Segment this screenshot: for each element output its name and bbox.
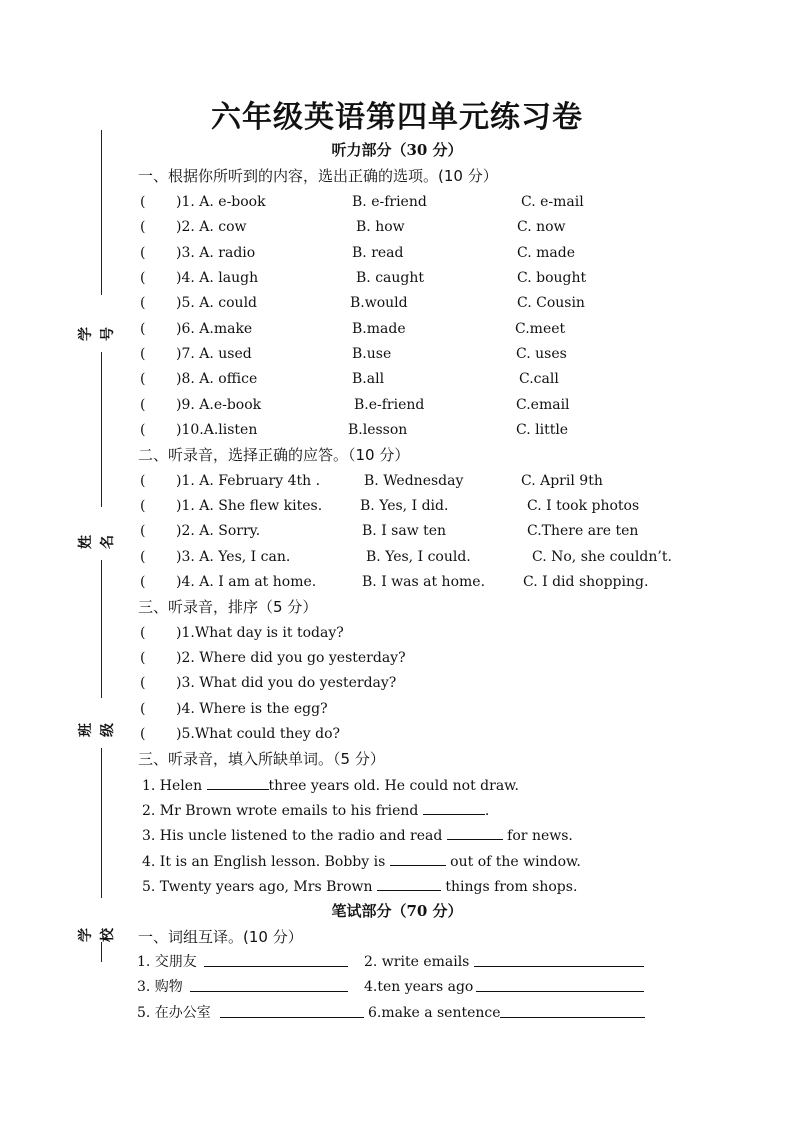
sentence: )1.What day is it today? — [176, 625, 344, 641]
answer-blank[interactable] — [500, 1003, 645, 1018]
listening-part2-heading: 二、听录音，选择正确的应答。（10 分） — [138, 446, 410, 464]
option-a: )1. A. She flew kites. — [176, 498, 323, 514]
answer-blank[interactable] — [423, 800, 485, 815]
sentence-end: out of the window. — [445, 854, 581, 870]
option-c: C. No, she couldn’t. — [532, 549, 672, 565]
option-a: )1. A. February 4th . — [176, 473, 321, 489]
option-a: )1. A. e-book — [176, 194, 266, 210]
sentence: )3. What did you do yesterday? — [176, 675, 397, 691]
option-a: )3. A. radio — [176, 245, 256, 261]
margin-label-class: 班级 — [78, 723, 116, 737]
sentence-end: . — [484, 803, 490, 819]
sentence: )5.What could they do? — [176, 726, 341, 742]
list-item — [0, 395, 794, 415]
option-b: B.would — [350, 295, 408, 311]
option-a: )10.A.listen — [176, 422, 258, 438]
fill-blank-item — [142, 851, 581, 872]
list-item — [0, 673, 794, 693]
sentence: )4. Where is the egg? — [176, 701, 328, 717]
option-a: )7. A. used — [176, 346, 252, 362]
answer-bracket[interactable]: ( — [140, 194, 146, 210]
list-item — [0, 699, 794, 719]
fill-blank-item — [142, 800, 489, 821]
written-part1-heading: 一、词组互译。(10 分） — [138, 928, 303, 946]
option-b: B.e-friend — [354, 397, 425, 413]
option-c: C.call — [519, 371, 559, 387]
list-item — [0, 319, 794, 339]
answer-bracket[interactable]: ( — [140, 574, 146, 590]
option-b: B. Yes, I did. — [360, 498, 449, 514]
fill-blank-item — [142, 876, 577, 897]
vocab-prompt: 6.make a sentence — [368, 1005, 501, 1021]
answer-blank[interactable] — [476, 977, 644, 992]
vocab-prompt: 2. write emails — [364, 954, 470, 970]
option-c: C. I took photos — [527, 498, 640, 514]
answer-blank[interactable] — [190, 977, 348, 992]
list-item — [0, 243, 794, 263]
option-c: C. bought — [517, 270, 587, 286]
answer-bracket[interactable]: ( — [140, 701, 146, 717]
option-b: B. Wednesday — [364, 473, 464, 489]
answer-bracket[interactable]: ( — [140, 245, 146, 261]
margin-label-student-number: 学号 — [78, 327, 116, 341]
vocab-prompt: 1. 交朋友 — [137, 954, 197, 970]
option-c: C. I did shopping. — [523, 574, 649, 590]
answer-blank[interactable] — [390, 851, 446, 866]
option-a: )9. A.e-book — [176, 397, 262, 413]
sentence-start: 5. Twenty years ago, Mrs Brown — [142, 879, 377, 895]
option-b: B. I was at home. — [362, 574, 486, 590]
answer-bracket[interactable]: ( — [140, 219, 146, 235]
list-item — [0, 623, 794, 643]
option-c: C. Cousin — [517, 295, 585, 311]
answer-bracket[interactable]: ( — [140, 422, 146, 438]
option-c: C. made — [517, 245, 575, 261]
answer-bracket[interactable]: ( — [140, 270, 146, 286]
written-section-title: 笔试部分（70 分） — [331, 902, 463, 920]
option-c: C.meet — [515, 321, 566, 337]
option-a: )2. A. cow — [176, 219, 247, 235]
list-item — [0, 521, 794, 541]
vocab-prompt: 3. 购物 — [137, 979, 183, 995]
option-b: B. Yes, I could. — [366, 549, 471, 565]
vocab-prompt: 4.ten years ago — [364, 979, 474, 995]
option-a: )3. A. Yes, I can. — [176, 549, 291, 565]
sentence-end: three years old. He could not draw. — [268, 778, 519, 794]
list-item — [0, 369, 794, 389]
option-b: B.lesson — [348, 422, 408, 438]
list-item — [0, 471, 794, 491]
margin-line — [101, 748, 102, 898]
answer-bracket[interactable]: ( — [140, 675, 146, 691]
option-b: B. I saw ten — [362, 523, 447, 539]
answer-bracket[interactable]: ( — [140, 473, 146, 489]
sentence-start: 2. Mr Brown wrote emails to his friend — [142, 803, 423, 819]
option-b: B. how — [356, 219, 405, 235]
answer-bracket[interactable]: ( — [140, 371, 146, 387]
margin-label-name: 姓名 — [78, 535, 116, 549]
option-c: C.There are ten — [527, 523, 639, 539]
option-a: )6. A.make — [176, 321, 253, 337]
answer-bracket[interactable]: ( — [140, 498, 146, 514]
answer-blank[interactable] — [447, 825, 503, 840]
answer-blank[interactable] — [204, 952, 348, 967]
sentence-start: 1. Helen — [142, 778, 207, 794]
answer-blank[interactable] — [220, 1003, 364, 1018]
list-item — [0, 192, 794, 212]
option-a: )2. A. Sorry. — [176, 523, 261, 539]
list-item — [0, 268, 794, 288]
listening-part1-heading: 一、根据你所听到的内容，选出正确的选项。(10 分） — [138, 167, 498, 185]
fill-blank-item — [142, 825, 573, 846]
answer-blank[interactable] — [207, 775, 269, 790]
page-title: 六年级英语第四单元练习卷 — [211, 100, 583, 135]
answer-bracket[interactable]: ( — [140, 523, 146, 539]
vocab-prompt: 5. 在办公室 — [137, 1005, 211, 1021]
option-c: C. little — [516, 422, 569, 438]
list-item — [0, 724, 794, 744]
sentence: )2. Where did you go yesterday? — [176, 650, 406, 666]
sentence-end: things from shops. — [440, 879, 578, 895]
option-b: B.all — [352, 371, 385, 387]
option-c: C. e-mail — [521, 194, 584, 210]
answer-bracket[interactable]: ( — [140, 650, 146, 666]
list-item — [0, 217, 794, 237]
answer-bracket[interactable]: ( — [140, 726, 146, 742]
option-b: B. read — [352, 245, 404, 261]
option-a: )4. A. I am at home. — [176, 574, 317, 590]
fill-blank-item — [142, 775, 519, 796]
option-a: )4. A. laugh — [176, 270, 259, 286]
listening-part4-heading: 三、听录音，填入所缺单词。（5 分） — [138, 750, 385, 768]
option-c: C.email — [516, 397, 570, 413]
listening-part3-heading: 三、听录音，排序（5 分） — [138, 598, 318, 616]
margin-label-school: 学校 — [78, 928, 116, 942]
answer-blank[interactable] — [377, 876, 441, 891]
answer-bracket[interactable]: ( — [140, 549, 146, 565]
list-item — [0, 420, 794, 440]
sentence-start: 3. His uncle listened to the radio and read — [142, 828, 447, 844]
option-a: )8. A. office — [176, 371, 258, 387]
option-c: C. April 9th — [521, 473, 603, 489]
option-c: C. now — [517, 219, 566, 235]
listening-section-title: 听力部分（30 分） — [331, 141, 463, 159]
answer-blank[interactable] — [474, 952, 644, 967]
list-item — [0, 496, 794, 516]
answer-bracket[interactable]: ( — [140, 346, 146, 362]
sentence-start: 4. It is an English lesson. Bobby is — [142, 854, 390, 870]
list-item — [0, 547, 794, 567]
list-item — [0, 344, 794, 364]
list-item — [0, 648, 794, 668]
option-b: B. caught — [356, 270, 424, 286]
answer-bracket[interactable]: ( — [140, 397, 146, 413]
option-b: B.made — [352, 321, 406, 337]
option-c: C. uses — [516, 346, 567, 362]
sentence-end: for news. — [502, 828, 573, 844]
answer-bracket[interactable]: ( — [140, 625, 146, 641]
answer-bracket[interactable]: ( — [140, 321, 146, 337]
option-b: B.use — [352, 346, 392, 362]
list-item — [0, 293, 794, 313]
option-b: B. e-friend — [352, 194, 427, 210]
option-a: )5. A. could — [176, 295, 258, 311]
answer-bracket[interactable]: ( — [140, 295, 146, 311]
list-item — [0, 572, 794, 592]
